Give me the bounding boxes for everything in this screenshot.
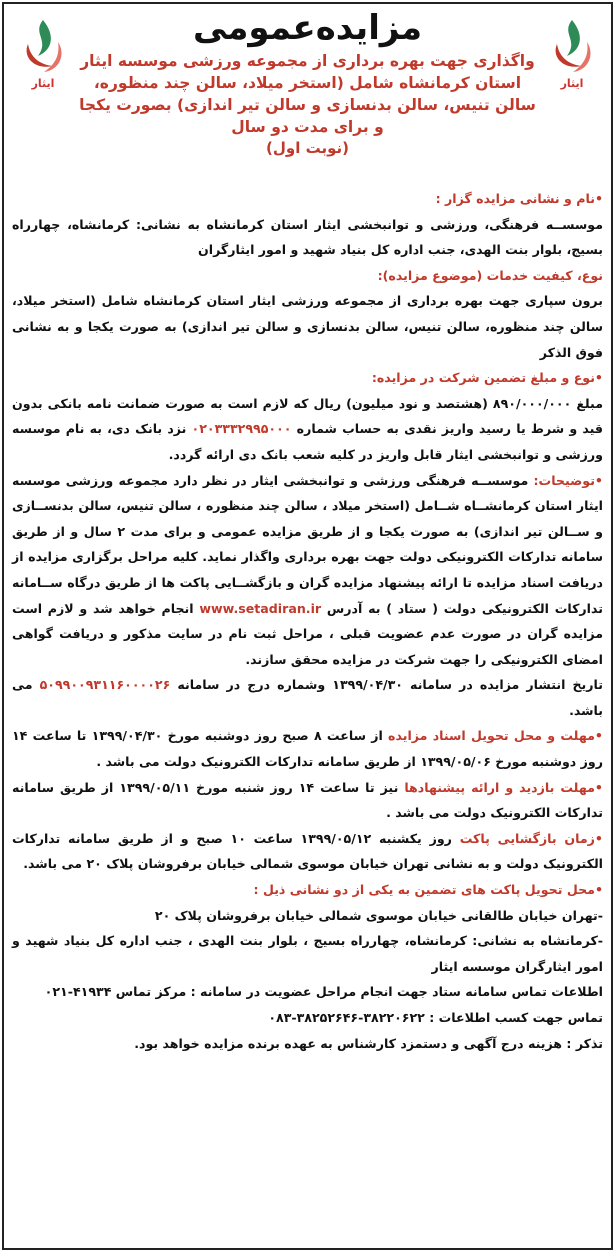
logo-caption: ایثار: [31, 77, 55, 90]
page-subtitle: واگذاری جهت بهره برداری از مجموعه ورزشی موسسه ایثار استان کرمانشاه شامل (استخر میلاد، سالن چند منظوره، سالن تنیس، سالن بدنسازی و سالن تیر اندازی) بصورت یکجا و برای مدت دو سال: [79, 52, 536, 136]
organizer-text: موسســه فرهنگی، ورزشی و توانبخشی ایثار استان کرمانشاه به نشانی: کرمانشاه، چهارراه بسیج، بلوار بنت الهدی، جنب اداره کل بنیاد شهید و امور ایثارگران: [12, 216, 603, 258]
open-paragraph: [12, 826, 603, 877]
delivery-address-kermanshah: -کرمانشاه به نشانی: کرمانشاه، چهارراه بسیج ، بلوار بنت الهدی ، جنب اداره کل بنیاد شهید و امور ایثارگران موسسه ایثار: [12, 933, 603, 974]
notes-paragraph: [12, 468, 603, 673]
setad-contact: [12, 979, 603, 1005]
organizer-heading: •نام و نشانی مزایده گزار :: [435, 191, 603, 206]
tender-notice: [2, 2, 613, 1250]
delivery-heading: •محل تحویل پاکت های تضمین به یکی از دو نشانی ذیل :: [253, 882, 603, 898]
publish-text-part1: تاریخ انتشار مزایده در سامانه ۱۳۹۹/۰۴/۳۰ وشماره درج در سامانه: [177, 677, 603, 693]
visit-heading: •مهلت بازدید و ارائه پیشنهادها: [404, 779, 603, 795]
isar-logo-left: [12, 14, 74, 92]
docs-heading: •مهلت و محل تحویل اسناد مزایده: [388, 728, 603, 744]
info-contact-label: تماس جهت کسب اطلاعات :: [429, 1010, 603, 1025]
publish-text-part2: می باشد.: [12, 677, 603, 718]
notes-heading: •توضیحات:: [533, 472, 603, 488]
setad-url-link[interactable]: www.setadiran.ir: [199, 600, 322, 616]
logo-caption: ایثار: [560, 77, 584, 90]
docs-paragraph: [12, 723, 603, 774]
delivery-address-tehran: -تهران خیابان طالقانی خیابان موسوی شمالی خیابان برفروشان پلاک ۲۰: [154, 907, 603, 923]
notes-text-part1: موسســه فرهنگی ورزشی و توانبخشی ایثار در نظر دارد مجموعه ورزشی موسسه ایثار استان کرمانشــاه شــامل (استخر میلاد ، سالن چند منظوره ، سالن تنیس، سالن بدنســازی و ســالن تیر اندازی) به صورت یکجا و از طریق مزایده عمومی و برای مدت ۲ سال و از طریق سامانه تدارکات الکترونیکی دولت جهت بهره برداری واگذار نماید. کلیه مراحل برگزاری مزایده از دریافت اسناد مزایده تا ارائه پیشنهاد مزایده گران و بازگشــایی پاکت ها از طریق درگاه ســامانه تدارکات الکترونیکی دولت ( ستاد ) به آدرس: [12, 472, 604, 616]
info-contact: [12, 1005, 603, 1031]
setad-contact-number: ۰۲۱-۴۱۹۳۴: [44, 984, 112, 1000]
guarantee-text-part2: نزد بانک دی، به نام موسسه ورزشی و توانبخشی ایثار قابل واریز در کلیه شعب بانک دی ارائه گردد.: [12, 421, 603, 462]
docs-text: از ساعت ۸ صبح روز دوشنبه مورخ ۱۳۹۹/۰۴/۳۰ تا ساعت ۱۴ روز دوشنبه مورخ ۱۳۹۹/۰۵/۰۶ از طریق سامانه تدارکات الکترونیک دولت می باشد .: [12, 728, 603, 770]
setad-contact-label: اطلاعات تماس سامانه ستاد جهت انجام مراحل عضویت در سامانه : مرکز تماس: [115, 984, 603, 1000]
guarantee-text-part1: مبلغ ۸۹۰/۰۰۰/۰۰۰ (هشتصد و نود میلیون) ریال که لازم است به صورت ضمانت نامه بانکی بدون قید و شرط یا رسید واریز نقدی به حساب شماره: [12, 395, 603, 437]
notice-header: [4, 8, 611, 186]
flame-hands-icon: [12, 14, 74, 78]
visit-text: نیز تا ساعت ۱۴ روز شنبه مورخ ۱۳۹۹/۰۵/۱۱ از طریق سامانه تدارکات الکترونیک دولت می باشد .: [12, 779, 603, 821]
publish-number: ۵۰۹۹۰۰۹۳۱۱۶۰۰۰۰۲۶: [39, 677, 171, 693]
flame-hands-icon: [541, 14, 603, 78]
visit-paragraph: [12, 775, 603, 826]
open-heading: •زمان بازگشایی پاکت: [459, 830, 603, 846]
open-text: روز یکشنبه ۱۳۹۹/۰۵/۱۲ ساعت ۱۰ صبح و از طریق سامانه تدارکات الکترونیک دولت و به نشانی تهران خیابان موسوی شمالی خیابان برفروشان پلاک ۲۰ می باشد.: [12, 830, 603, 872]
service-heading: نوع، کیفیت خدمات (موضوع مزایده):: [377, 267, 603, 283]
notice-body: [4, 186, 611, 1056]
page-title: مزایده‌عمومی: [192, 8, 423, 48]
service-text: برون سپاری جهت بهره برداری از مجموعه ورزشی ایثار استان کرمانشاه شامل (استخر میلاد، سالن چند منظوره، سالن تنیس، سالن بدنسازی و سالن تیر اندازی) به صورت یکجا و به نشانی فوق الذکر: [12, 293, 603, 360]
notice-round: (نوبت اول): [266, 139, 349, 157]
guarantee-heading: •نوع و مبلغ تضمین شرکت در مزایده:: [371, 370, 603, 386]
publish-paragraph: [12, 672, 603, 723]
isar-logo-right: [541, 14, 603, 92]
info-contact-numbers: ۰۸۳-۳۸۲۵۲۶۴۶-۳۸۲۲۰۶۲۲: [268, 1010, 425, 1025]
guarantee-text: [12, 391, 603, 468]
account-number: ۰۲۰۳۳۳۲۹۹۵۰۰۰: [191, 421, 292, 437]
notes-text-part2: انجام خواهد شد و لازم است مزایده گران در صورت عدم عضویت قبلی ، مراحل ثبت نام در سایت مذکور و دریافت گواهی امضای الکترونیکی را جهت شرکت در مزایده محقق سازند.: [12, 600, 603, 667]
footer-note: تذکر : هزینه درج آگهی و دستمزد کارشناس به عهده برنده مزایده خواهد بود.: [134, 1035, 603, 1051]
